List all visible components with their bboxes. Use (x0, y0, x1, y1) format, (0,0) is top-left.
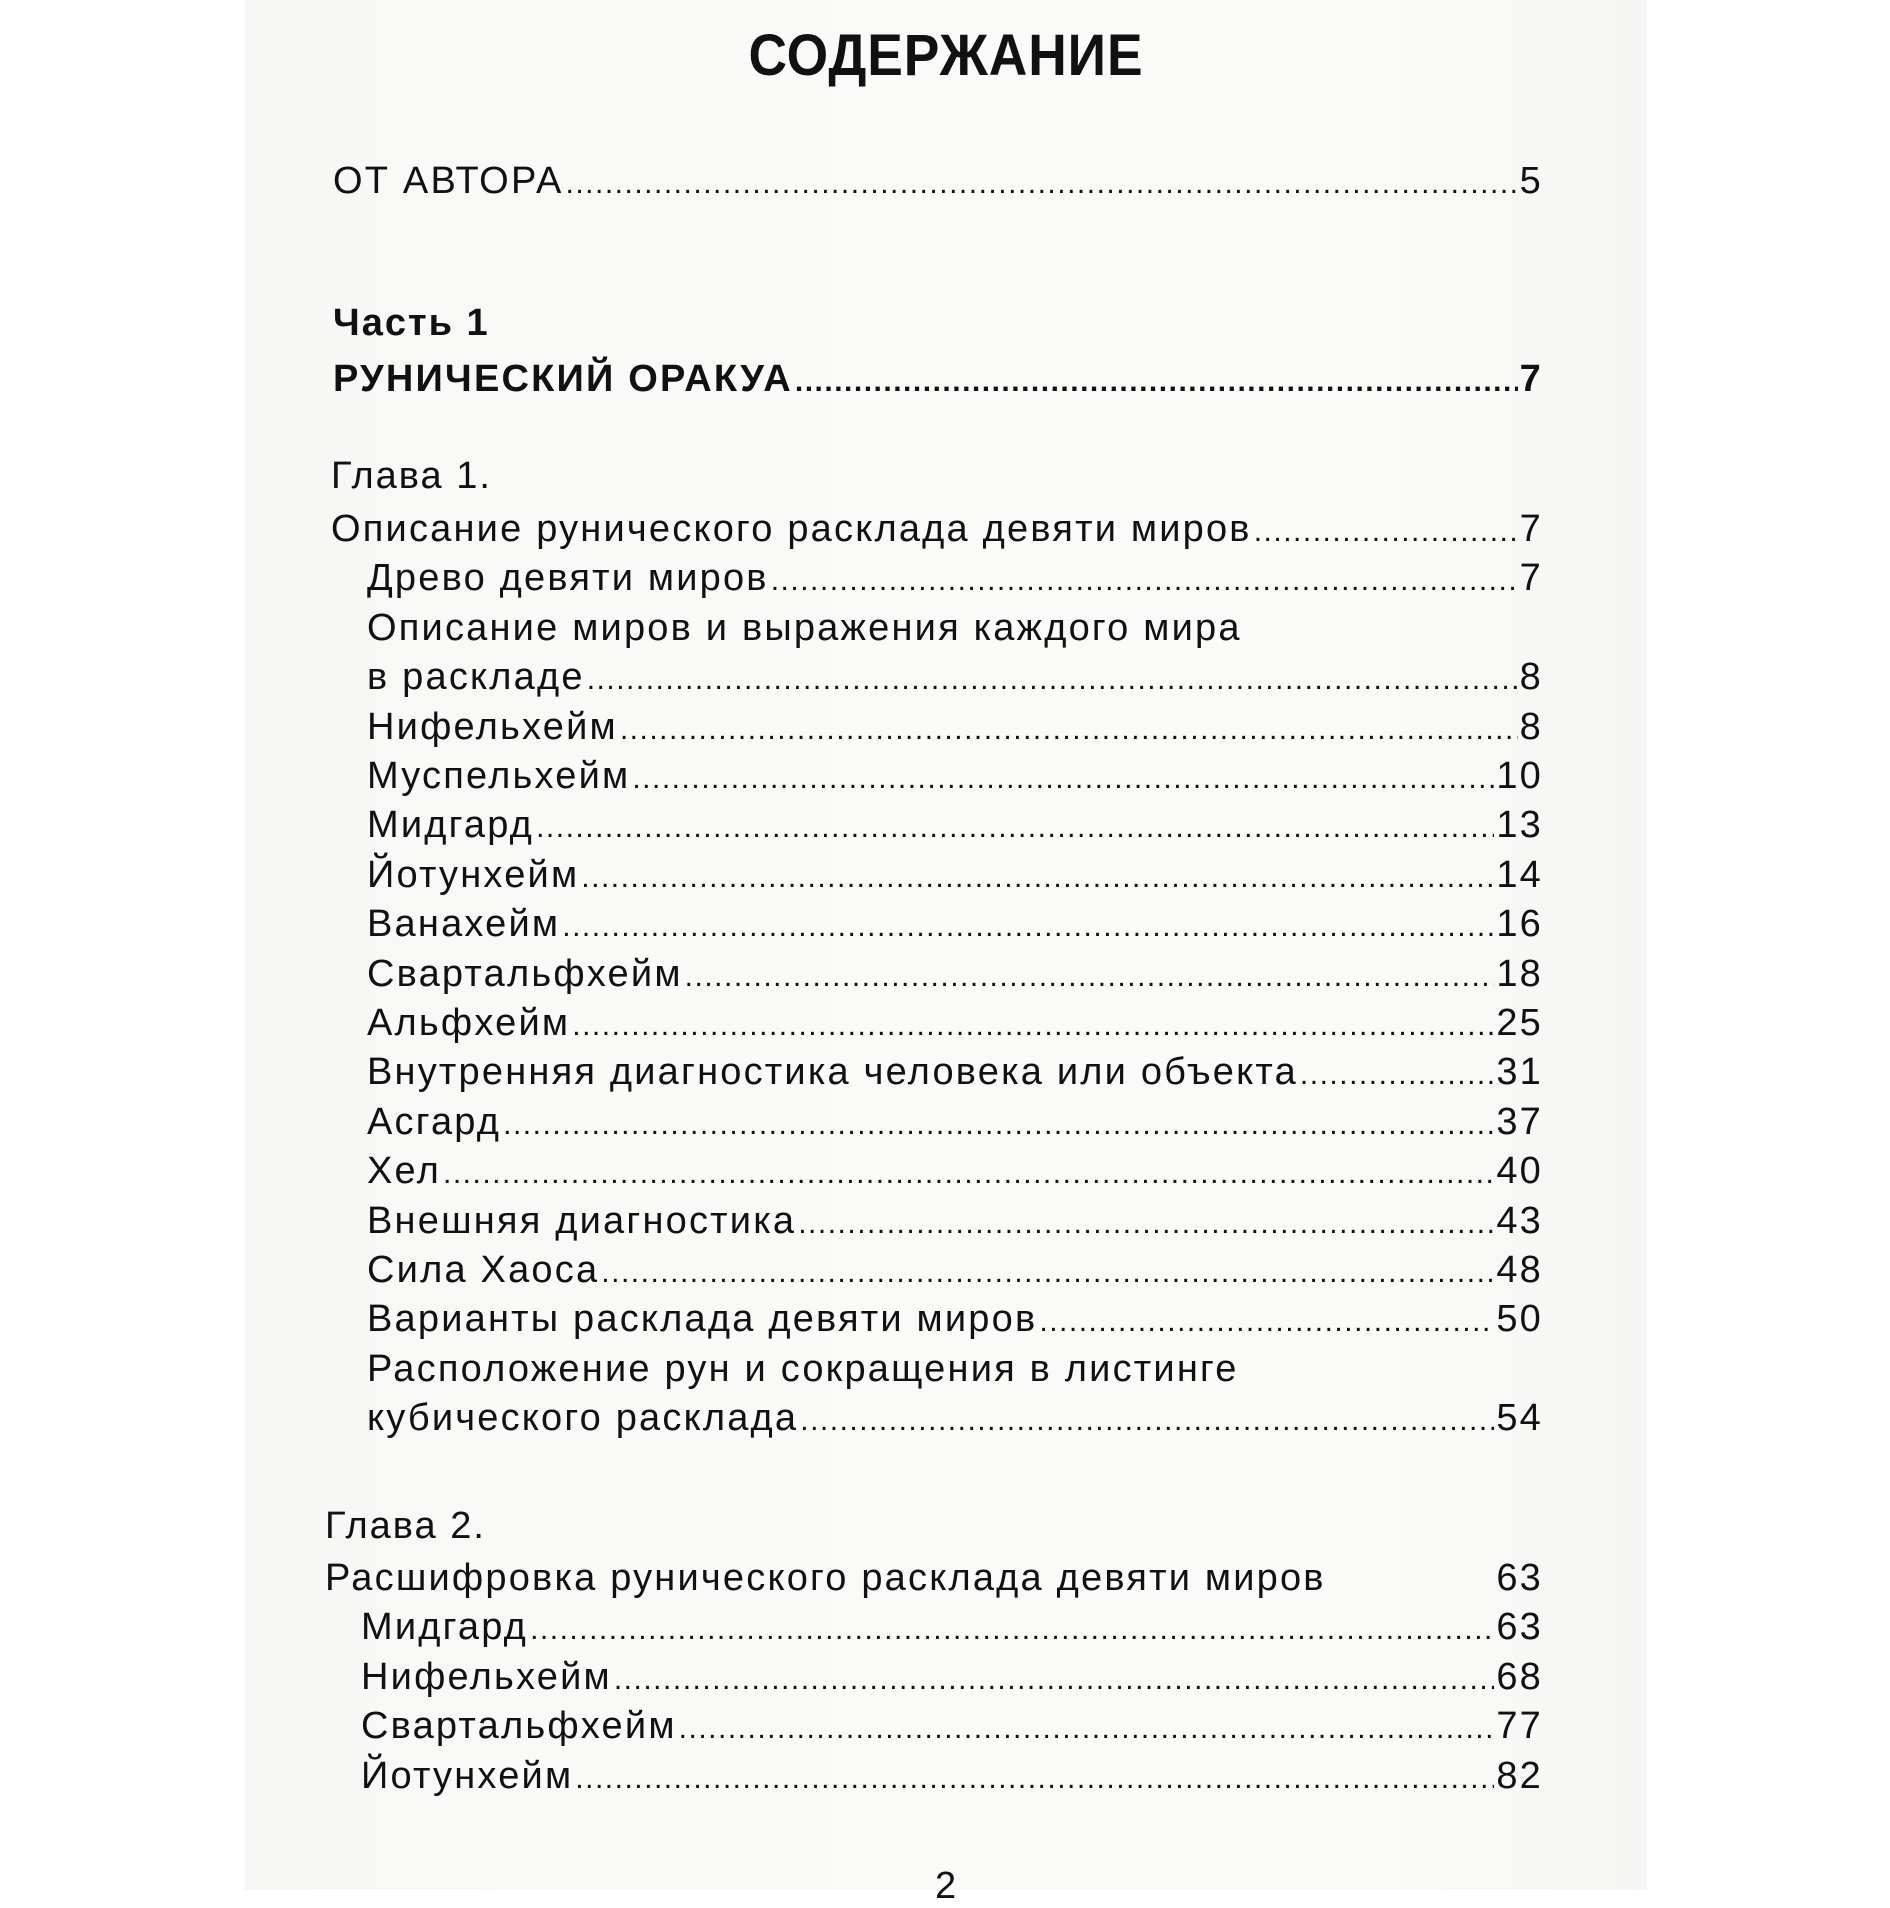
toc-entry[interactable] (367, 1150, 1543, 1193)
toc-entry[interactable] (367, 903, 1543, 946)
part-label: Часть 1 (333, 302, 490, 344)
toc-entry[interactable] (361, 1705, 1543, 1748)
leader-dots (685, 960, 1495, 994)
toc-entry[interactable] (367, 1397, 1543, 1440)
entry-page: 18 (1496, 952, 1543, 995)
entry-page: 54 (1496, 1397, 1543, 1440)
toc-entry[interactable] (367, 1249, 1543, 1292)
leader-dots (620, 713, 1518, 747)
leader-dots (575, 1762, 1494, 1796)
entry-page: 48 (1496, 1249, 1543, 1291)
leader-dots (601, 1256, 1494, 1290)
entry-page: 8 (1519, 656, 1543, 699)
entry-text: Варианты расклада девяти миров (367, 1298, 1038, 1341)
toc-entry-part1[interactable] (333, 358, 1543, 401)
leader-dots (587, 663, 1518, 697)
leader-dots (795, 365, 1518, 399)
toc-entry[interactable] (367, 607, 1543, 650)
entry-text: Свартальфхейм (367, 952, 683, 995)
entry-page: 82 (1496, 1754, 1543, 1797)
toc-entry[interactable] (325, 1557, 1543, 1600)
entry-page: 63 (1496, 1557, 1543, 1599)
leader-dots (771, 564, 1518, 598)
toc-entry[interactable] (367, 1002, 1543, 1045)
entry-text: Внешняя диагностика (367, 1199, 797, 1242)
leader-dots (1254, 515, 1518, 549)
toc-entry-foreword[interactable] (333, 160, 1543, 203)
entry-page: 40 (1496, 1150, 1543, 1193)
entry-page: 7 (1519, 508, 1543, 550)
entry-text: кубического расклада (367, 1397, 799, 1440)
toc-entry[interactable] (367, 1051, 1543, 1094)
chapter2-label: Глава 2. (325, 1505, 486, 1547)
leader-dots (1300, 1058, 1494, 1092)
leader-dots (800, 1404, 1494, 1438)
entry-text: Асгард (367, 1100, 502, 1143)
entry-text: Древо девяти миров (367, 557, 769, 600)
leader-dots (536, 811, 1494, 845)
entry-text: Свартальфхейм (361, 1705, 677, 1748)
toc-entry[interactable] (361, 1606, 1543, 1649)
entry-text: Нифельхейм (361, 1655, 612, 1698)
toc-entry[interactable] (367, 755, 1543, 798)
entry-text: Йотунхейм (361, 1754, 574, 1797)
entry-text: Нифельхейм (367, 705, 618, 748)
toc-entry[interactable] (367, 804, 1543, 847)
entry-page: 68 (1496, 1655, 1543, 1698)
entry-text: Мидгард (367, 804, 535, 847)
chapter1-label: Глава 1. (331, 455, 492, 497)
toc-entry[interactable] (367, 706, 1543, 749)
entry-page: 63 (1496, 1606, 1543, 1649)
entry-page: 7 (1519, 557, 1543, 600)
entry-text: Альфхейм (367, 1002, 571, 1044)
book-page (245, 0, 1647, 1907)
leader-dots (530, 1613, 1494, 1647)
entry-text: Описание миров и выражения каждого мира (367, 606, 1242, 649)
toc-entry[interactable] (367, 1298, 1543, 1341)
entry-text: ОТ АВТОРА (333, 160, 564, 202)
entry-text: Ванахейм (367, 903, 561, 946)
toc-entry[interactable] (367, 953, 1543, 996)
toc-entry[interactable] (367, 656, 1543, 699)
entry-text: Описание рунического расклада девяти миров (331, 508, 1252, 550)
leader-dots (1039, 1305, 1494, 1339)
entry-page: 7 (1519, 358, 1543, 400)
leader-dots (503, 1108, 1494, 1142)
toc-entry[interactable] (367, 854, 1543, 897)
toc-entry[interactable] (367, 1348, 1543, 1391)
leader-dots (566, 167, 1518, 201)
toc-entry[interactable] (367, 1200, 1543, 1243)
entry-text: Внутренняя диагностика человека или объекта (367, 1051, 1298, 1094)
leader-dots (679, 1712, 1495, 1746)
leader-dots (581, 861, 1494, 895)
toc-entry[interactable] (367, 557, 1543, 600)
toc-entry[interactable] (367, 1101, 1543, 1144)
entry-text: Мидгард (361, 1606, 529, 1649)
entry-page: 5 (1519, 160, 1543, 202)
entry-text: РУНИЧЕСКИЙ ОРАКУА (333, 358, 793, 400)
entry-page: 14 (1496, 853, 1543, 896)
toc-entry[interactable] (331, 508, 1543, 551)
toc-title: СОДЕРЖАНИЕ (748, 23, 1144, 88)
entry-text: Сила Хаоса (367, 1249, 600, 1291)
entry-text: Расшифровка рунического расклада девяти миров (325, 1557, 1326, 1599)
leader-dots (572, 1009, 1494, 1043)
entry-page: 16 (1496, 903, 1543, 946)
toc-entry[interactable] (361, 1755, 1543, 1798)
leader-dots (614, 1663, 1494, 1697)
entry-page: 77 (1496, 1705, 1543, 1748)
page-number: 2 (935, 1865, 957, 1907)
entry-page: 25 (1496, 1002, 1543, 1044)
entry-text: Муспельхейм (367, 755, 631, 797)
entry-page: 43 (1496, 1199, 1543, 1242)
entry-page: 31 (1496, 1051, 1543, 1094)
entry-page: 8 (1519, 705, 1543, 748)
entry-text: Йотунхейм (367, 853, 580, 896)
entry-text: Хел (367, 1150, 441, 1193)
toc-entry[interactable] (361, 1656, 1543, 1699)
entry-page: 10 (1496, 755, 1543, 797)
entry-page: 50 (1496, 1298, 1543, 1341)
entry-text: Расположение рун и сокращения в листинге (367, 1347, 1239, 1390)
entry-page: 37 (1496, 1100, 1543, 1143)
entry-text: в раскладе (367, 656, 585, 699)
leader-dots (632, 762, 1494, 796)
leader-dots (798, 1207, 1494, 1241)
entry-page: 13 (1496, 804, 1543, 847)
leader-dots (443, 1157, 1494, 1191)
leader-dots (562, 910, 1494, 944)
